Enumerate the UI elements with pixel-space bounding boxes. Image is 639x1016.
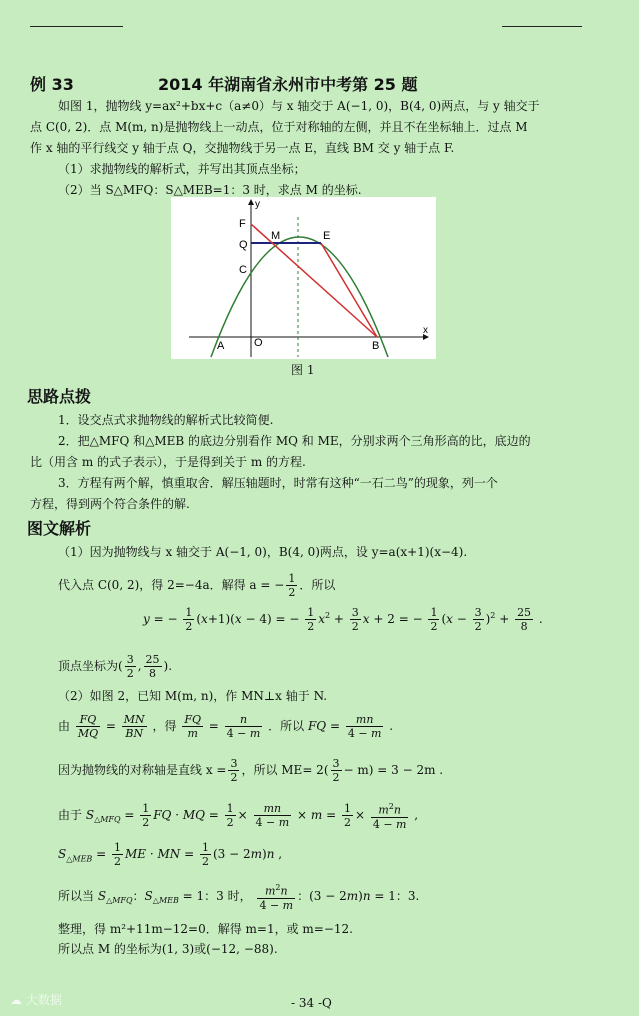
problem-line-2: 点 C(0, 2)．点 M(m, n)是抛物线上一动点，位于对称轴的左侧，并且不在坐标轴上．过点 M [30,120,528,134]
label-m: M [271,230,281,242]
label-e: E [323,230,331,242]
vertex-line: 顶点坐标为( $\frac{3}{2}$ , $\frac{25}{8}$ ). [58,653,173,680]
parabola-equation: y = − $\frac{1}{2}$ (x+1)(x − 4) = − $\frac{1}{2}$ $x^2$ + $\frac{3}{2}$ x + 2 = − $\frac{1}{2}$ (x − $\frac{3}{2}$ )$^2$ + $\frac{25}{8}$ . [143,606,543,633]
ratio-equation-line: 所以当 $S_{\triangle MFQ}$：$S_{\triangle MEB} = 1$：3 时， $\frac{m^2n}{4 - m}$ ：(3 − 2m)n = 1：3. [58,883,420,912]
hint-2b: 比（用含 m 的式子表示），于是得到关于 m 的方程. [30,455,306,469]
parabola-diagram [171,197,436,359]
hint-2a: 2．把△MFQ 和△MEB 的底边分别看作 MQ 和 ME，分别求两个三角形高的比，底边的 [58,434,531,448]
area-mfq-line: 由于 $S_{\triangle MFQ}$ = $\frac{1}{2}$ FQ · MQ = $\frac{1}{2}$ × $\frac{mn}{4 - m}$ × m = $\frac{1}{2}$ × $\frac{m^2n}{4 - m}$ , [58,801,419,831]
answer-line: 所以点 M 的坐标为(1, 3)或(−12, −88). [58,942,278,956]
solve-line: 整理，得 m²+11m−12=0．解得 m=1，或 m=−12. [58,922,353,936]
symmetry-line: 因为抛物线的对称轴是直线 x = $\frac{3}{2}$ ，所以 ME= 2( $\frac{3}{2}$ − m) = 3 − 2m . [58,757,444,784]
figure-1 [171,197,436,359]
symmetry-text-2: ，所以 ME= 2( [241,763,329,777]
hint-3a: 3．方程有两个解，慎重取舍．解压轴题时，时常有这种“一石二鸟”的现象，列一个 [58,476,498,490]
question-1: （1）求抛物线的解析式，并写出其顶点坐标； [58,162,306,176]
symmetry-text: 因为抛物线的对称轴是直线 x = [58,763,227,777]
label-x: x [423,325,428,336]
watermark [10,991,62,1008]
label-f: F [239,218,246,230]
symmetry-text-3: − m) = 3 − 2m . [343,763,444,777]
solution-line-2-text: 代入点 C(0, 2)，得 2=−4a．解得 a = − [58,578,285,592]
example-label: 例 33 [30,75,74,94]
hint-1: 1．设交点式求抛物线的解析式比较简便. [58,413,274,427]
label-y: y [255,199,260,210]
figure-caption: 图 1 [291,363,315,377]
label-o: O [254,337,263,349]
hint-3b: 方程，得到两个符合条件的解. [30,497,190,511]
line-eb [321,243,377,337]
header-rule-right [502,26,582,27]
solution-line-2 [58,572,335,599]
label-b: B [372,340,380,352]
ratio-line: 由 $\frac{FQ}{MQ}$ = $\frac{MN}{BN}$ ，得 $\frac{FQ}{m}$ = $\frac{n}{4 - m}$ ．所以 FQ = $\frac{mn}{4 - m}$ . [58,713,394,740]
watermark-icon: ☁ [10,993,22,1007]
area-meb-line: $S_{\triangle MEB}$ = $\frac{1}{2}$ ME · MN = $\frac{1}{2}$ (3 − 2m)n , [58,841,283,868]
label-c: C [239,264,247,276]
section-solution-title: 图文解析 [27,519,92,538]
watermark-text: 大数据 [25,993,62,1007]
solution-line-2-tail: ．所以 [299,578,336,592]
problem-line-3: 作 x 轴的平行线交 y 轴于点 Q，交抛物线于另一点 E，直线 BM 交 y 轴于点 F. [30,141,455,155]
label-a: A [217,340,225,352]
label-q: Q [239,239,248,251]
question-2: （2）当 S△MFQ：S△MEB=1：3 时，求点 M 的坐标. [58,183,362,197]
page-number: - 34 -Q [291,996,332,1010]
problem-line-1: 如图 1，抛物线 y=ax²+bx+c（a≠0）与 x 轴交于 A(−1, 0)，B(4, 0)两点，与 y 轴交于 [58,99,540,113]
problem-title: 2014 年湖南省永州市中考第 25 题 [158,75,418,94]
header-rule-left [30,26,123,27]
fraction: $\frac{1}{2}$ [288,572,296,599]
y-axis-arrow [248,199,254,205]
vertex-text: 顶点坐标为( [58,659,123,673]
solution-line-1: （1）因为抛物线与 x 轴交于 A(−1, 0)，B(4, 0)两点，设 y=a(x+1)(x−4). [58,545,468,559]
part2-line: （2）如图 2，已知 M(m, n)，作 MN⊥x 轴于 N. [58,689,328,703]
section-hints-title: 思路点拨 [27,387,92,406]
parabola-curve [211,237,388,357]
